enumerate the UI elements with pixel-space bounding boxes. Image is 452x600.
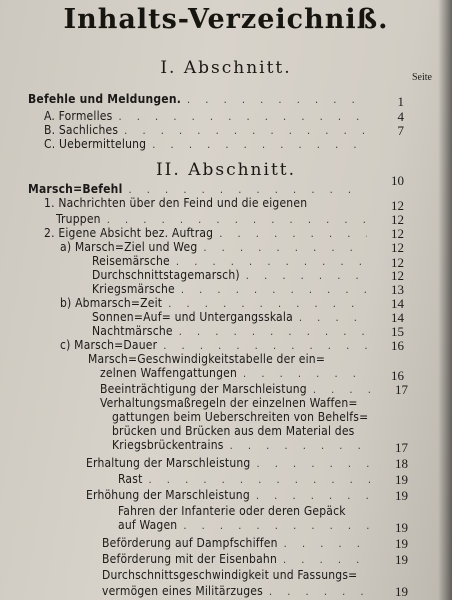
page-number: 4 <box>397 109 404 124</box>
section-heading-1: I. Abschnitt. <box>160 58 292 78</box>
page-number: 19 <box>395 552 408 567</box>
page-number: 13 <box>391 282 404 297</box>
page-number: 16 <box>391 368 404 383</box>
toc-entry: Beeinträchtigung der Marschleistung . . . <box>100 382 380 397</box>
toc-entry: Truppen . . . <box>56 212 373 227</box>
toc-entry: a) Marsch=Ziel und Weg . . . <box>60 240 373 255</box>
toc-entry: Sonnen=Auf= und Untergangsskala . . . <box>92 310 373 325</box>
page-number: 12 <box>391 198 404 213</box>
toc-entry: Durchschnittsgeschwindigkeit und Fassungs= <box>102 568 358 582</box>
toc-entry: zelnen Waffengattungen . . . <box>100 366 373 381</box>
section-heading-2: II. Abschnitt. <box>155 160 297 180</box>
page-number: 12 <box>391 226 404 241</box>
toc-entry: Marsch=Geschwindigkeitstabelle der ein= <box>88 352 326 366</box>
toc-entry: Nachtmärsche . . . <box>92 324 373 339</box>
toc-entry: Fahren der Infanterie oder deren Gepäck <box>118 504 346 518</box>
toc-entry: auf Wagen . . . <box>118 518 380 533</box>
toc-entry: Erhöhung der Marschleistung . . . <box>86 488 380 503</box>
page-number: 14 <box>391 296 404 311</box>
page-number: 7 <box>397 123 404 138</box>
toc-entry: Beförderung auf Dampfschiffen . . . <box>102 536 380 551</box>
toc-entry: brücken und Brücken aus dem Material des <box>112 424 355 438</box>
toc-entry: A. Formelles . . . <box>44 109 373 124</box>
page-number: 18 <box>395 456 408 471</box>
page-title: Inhalts-Verzeichniß. <box>63 4 389 35</box>
page-number: 19 <box>395 472 408 487</box>
toc-entry: Rast . . . <box>118 472 380 487</box>
page-number: 1 <box>397 94 404 109</box>
page-number: 19 <box>395 520 408 535</box>
page-number: 12 <box>391 212 404 227</box>
page-number: 12 <box>391 255 404 270</box>
toc-entry: Kriegsmärsche . . . <box>92 282 373 297</box>
toc-entry: Kriegsbrückentrains . . . <box>112 438 380 453</box>
page-number: 19 <box>395 584 408 599</box>
toc-entry: vermögen eines Militärzuges . . . <box>102 584 380 599</box>
toc-entry: gattungen beim Ueberschreiten von Behelfs= <box>112 410 369 424</box>
page-number: 10 <box>391 173 404 188</box>
toc-entry: c) Marsch=Dauer . . . <box>60 338 373 353</box>
toc-entry: C. Uebermittelung . . . <box>44 137 373 152</box>
page-number: 17 <box>395 382 408 397</box>
page-number: 14 <box>391 310 404 325</box>
page-number: 15 <box>391 324 404 339</box>
toc-entry: B. Sachliches . . . <box>44 123 373 138</box>
toc-entry: Reisemärsche . . . <box>92 254 373 269</box>
page-number: 12 <box>391 268 404 283</box>
toc-entry: Verhaltungsmaßregeln der einzelnen Waffen= <box>100 396 358 410</box>
toc-entry: b) Abmarsch=Zeit . . . <box>60 296 373 311</box>
toc-entry: Durchschnittstagemarsch) . . . <box>92 268 373 283</box>
page-number: 17 <box>395 440 408 455</box>
page-column-label: Seite <box>412 72 432 83</box>
toc-entry: Marsch=Befehl . . . <box>28 182 373 197</box>
page-number: 19 <box>395 488 408 503</box>
toc-entry: Beförderung mit der Eisenbahn . . . <box>102 552 380 567</box>
page-number: 12 <box>391 240 404 255</box>
page-edge-shadow <box>438 0 452 600</box>
toc-entry: 1. Nachrichten über den Feind und die eigenen <box>44 196 308 210</box>
page-number: 19 <box>395 536 408 551</box>
toc-entry: Erhaltung der Marschleistung . . . <box>86 456 380 471</box>
page-number: 16 <box>391 338 404 353</box>
toc-entry: Befehle und Meldungen. . . . <box>28 92 373 107</box>
toc-entry: 2. Eigene Absicht bez. Auftrag . . . <box>44 226 373 241</box>
